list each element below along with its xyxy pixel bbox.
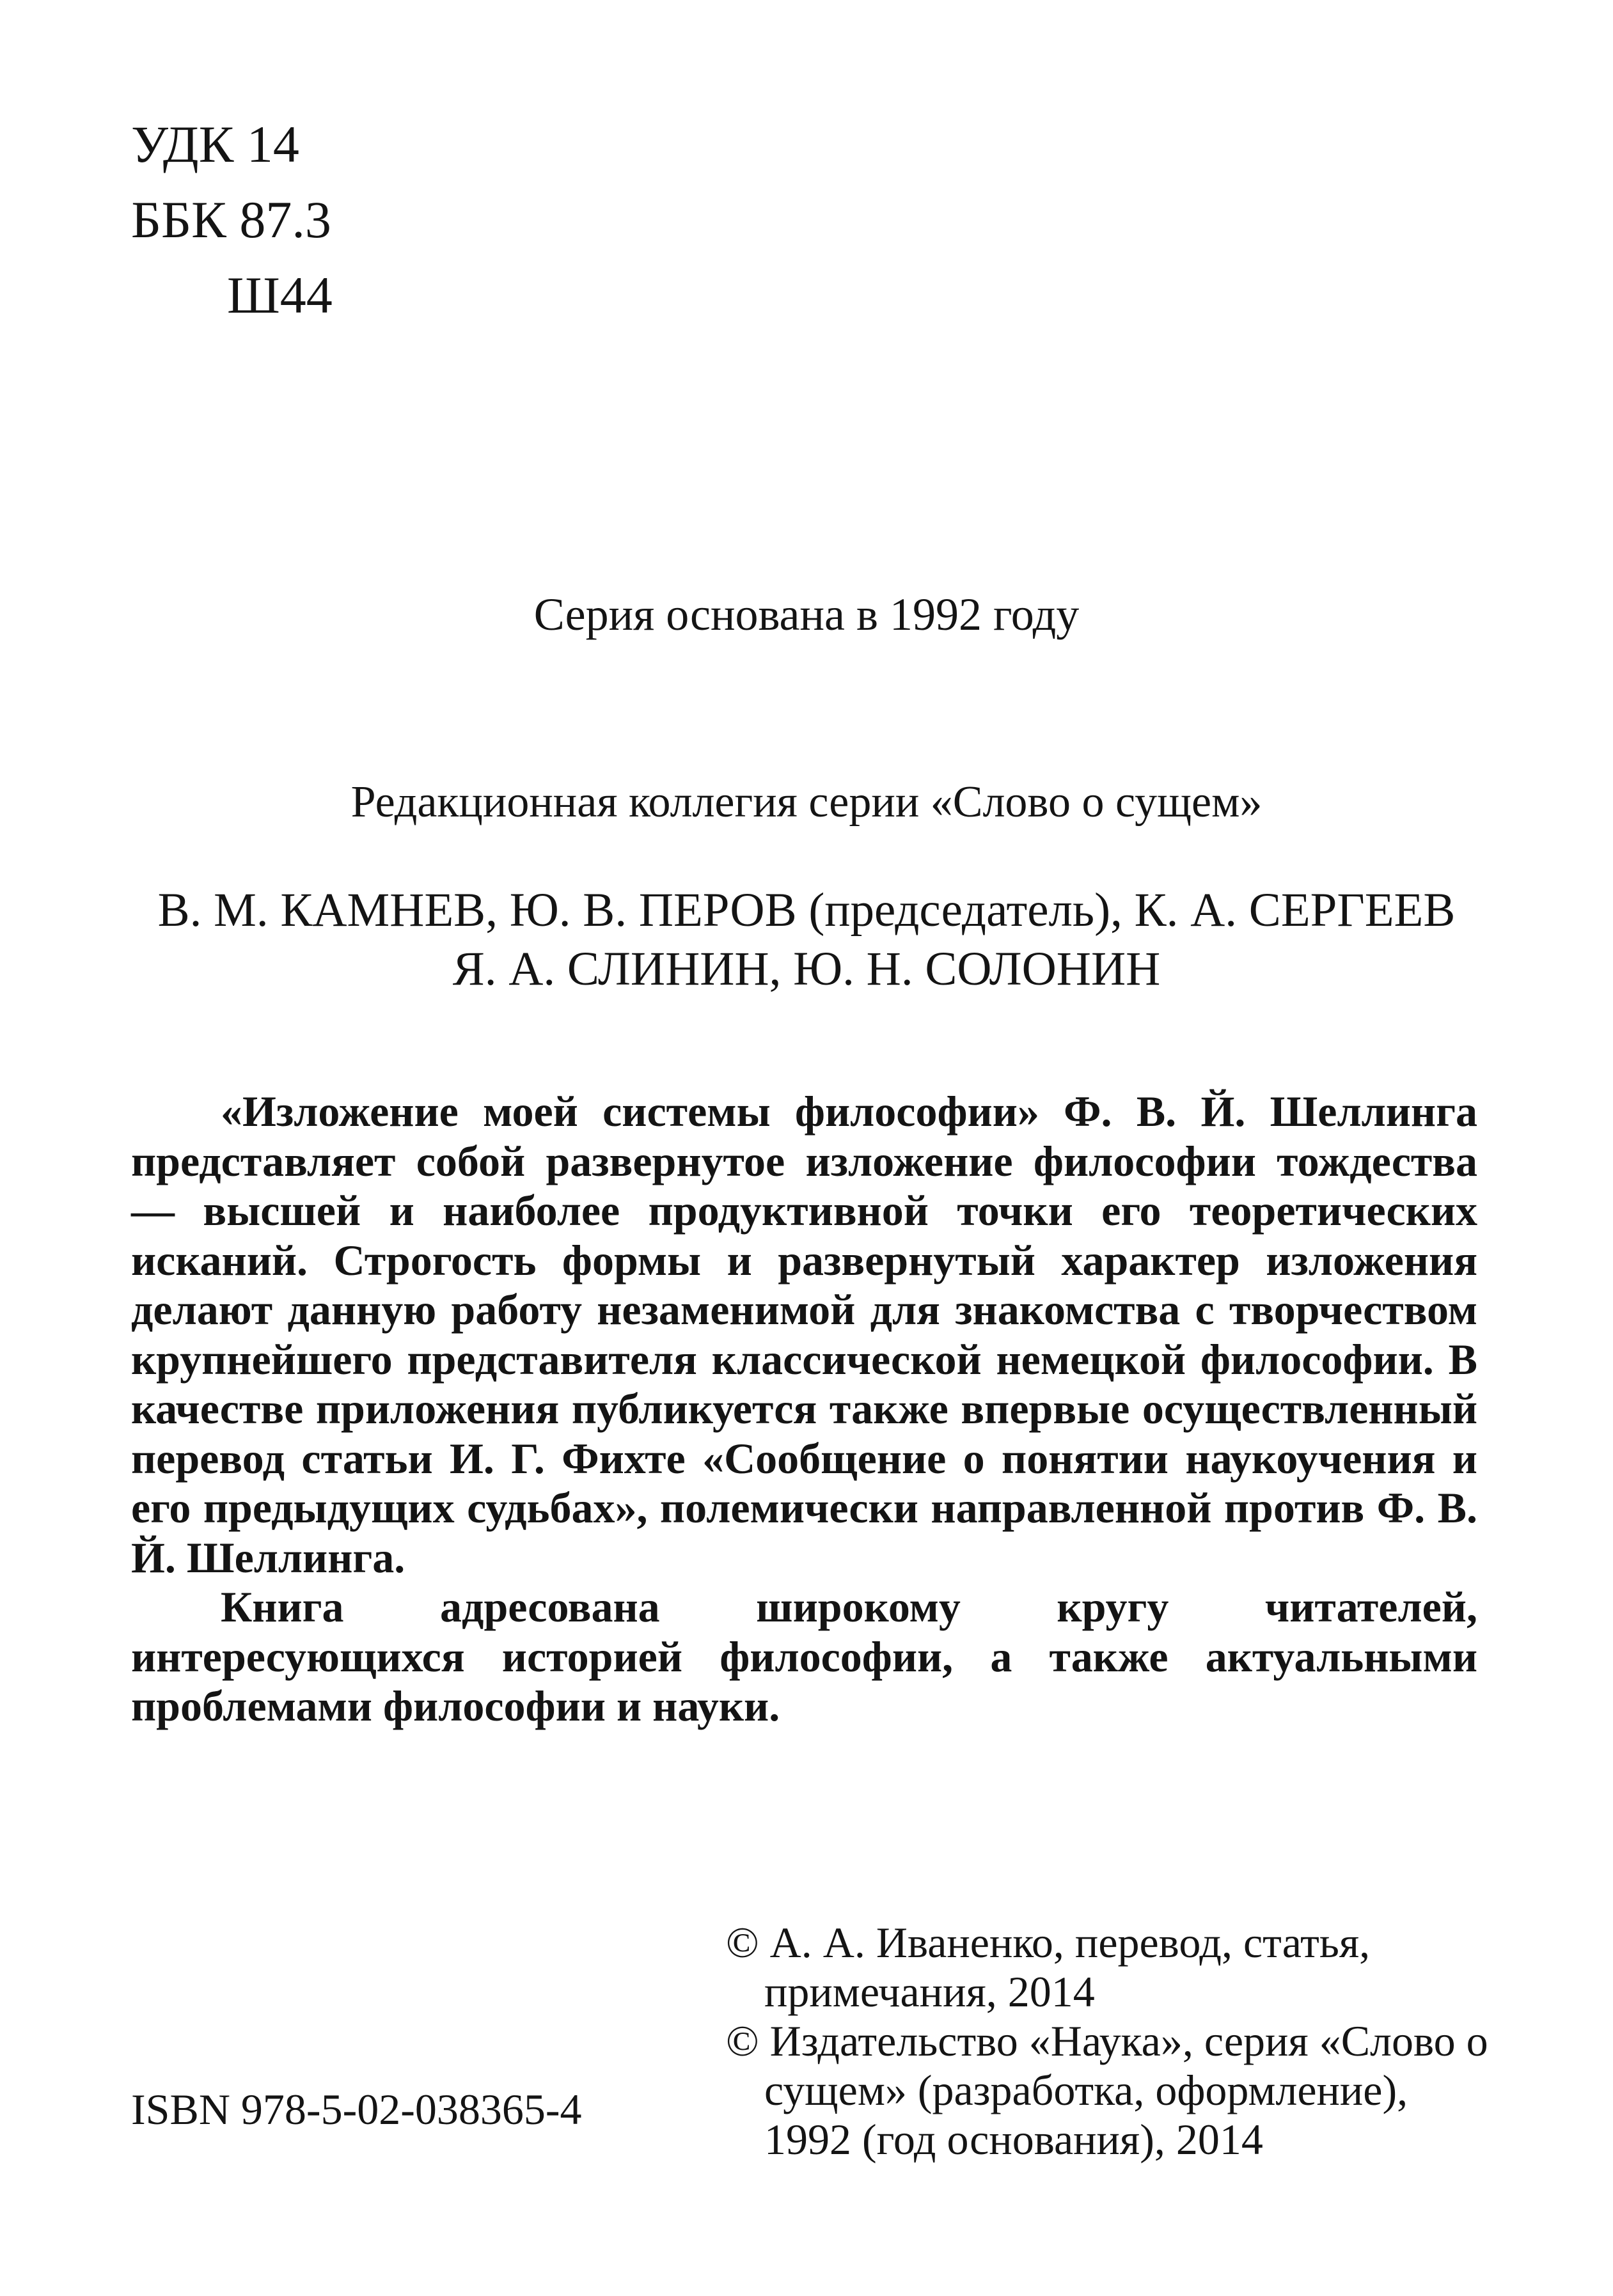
copyright-translator: © А. А. Иваненко, перевод, статья, примечания, 2014 <box>726 1918 1371 2016</box>
isbn: ISBN 978-5-02-038365-4 <box>131 2085 582 2134</box>
series-founded-note: Серия основана в 1992 году <box>533 589 1080 640</box>
udk-code: УДК 14 <box>131 115 299 173</box>
bbk-code: ББК 87.3 <box>131 191 331 249</box>
author-mark: Ш44 <box>227 266 333 324</box>
editorial-board-title: Редакционная коллегия серии «Слово о сущем» <box>350 777 1263 827</box>
classification-block <box>131 115 333 345</box>
annotation-paragraph-2: Книга адресована широкому кругу читателей, интересующихся историей философии, а также актуальными проблемами философии и науки. <box>131 1582 1477 1730</box>
board-members-line-2: Я. А. СЛИНИН, Ю. Н. СОЛОНИН <box>452 942 1161 996</box>
editorial-board-members <box>0 881 1613 999</box>
copyright-publisher: © Издательство «Наука», серия «Слово о сущем» (разработка, оформление), 1992 (год основания), 2014 <box>726 2017 1488 2164</box>
copyright-block <box>726 1918 1500 2164</box>
annotation-paragraph-1: «Изложение моей системы философии» Ф. В. Й. Шеллинга представляет собой развернутое изложение философии тождества — высшей и наиболее продуктивной точки его теоретических исканий. Строгость формы и развернутый характер изложения делают данную работу незаменимой для знакомства с творчеством крупнейшего представителя классической немецкой философии. В качестве приложения публикуется также впервые осуществленный перевод статьи И. Г. Фихте «Сообщение о понятии наукоучения и его предыдущих судьбах», полемически направленной против Ф. В. Й. Шеллинга. <box>131 1087 1477 1582</box>
book-annotation <box>131 1087 1477 1731</box>
board-members-line-1: В. М. КАМНЕВ, Ю. В. ПЕРОВ (председатель), К. А. СЕРГЕЕВ <box>157 884 1456 937</box>
